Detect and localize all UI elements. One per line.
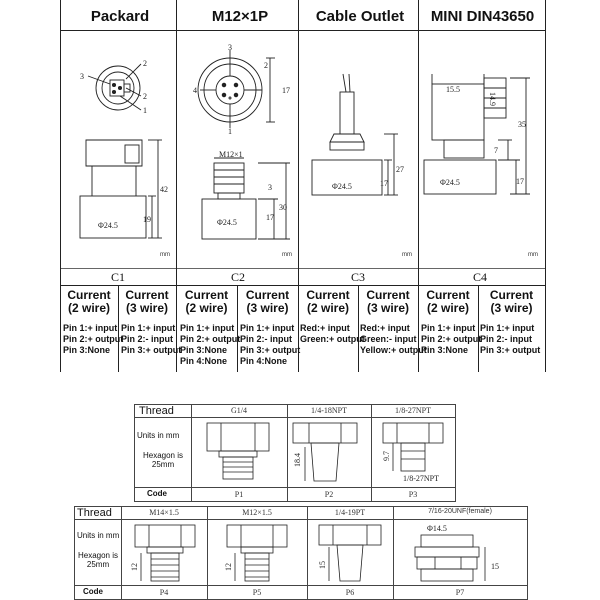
- dimension-label: 3: [268, 183, 272, 192]
- dimension-label: 17: [380, 179, 388, 188]
- dimension-label: 15.5: [446, 85, 460, 94]
- connector-code: C3: [350, 270, 365, 284]
- thread-drawings-1: [135, 405, 455, 501]
- thread-label: Thread: [139, 405, 174, 417]
- wiring-header: Current (2 wire): [184, 288, 229, 315]
- wiring-header: Current (3 wire): [125, 288, 169, 315]
- dimension-label: 12: [130, 563, 139, 571]
- thread-code: P6: [345, 588, 355, 597]
- dimension-label: Φ24.5: [98, 221, 118, 230]
- hexagon-label: Hexagon is 25mm: [77, 551, 119, 569]
- wiring-header: Current (3 wire): [489, 288, 534, 315]
- thread-size: M12×1.5: [242, 508, 272, 517]
- thread-code: P7: [455, 588, 465, 597]
- dimension-label: 17: [516, 177, 524, 186]
- thread-code: P1: [234, 490, 244, 499]
- thread-table-2: [74, 506, 528, 600]
- dimension-label: 17: [282, 86, 290, 95]
- dimension-label: 18.4: [293, 453, 302, 467]
- pin-assignment: Red:+ input Green:- input Yellow:+ output: [360, 323, 427, 355]
- connector-code: C1: [110, 270, 125, 284]
- cable-outlet-drawing: [312, 74, 398, 195]
- thread-code: P5: [252, 588, 262, 597]
- connector-name-din: MINI DIN43650: [430, 7, 535, 25]
- thread-label: Thread: [77, 507, 112, 519]
- dimension-label: 9.7: [382, 451, 391, 461]
- dimension-label: Φ24.5: [217, 218, 237, 227]
- dimension-label: 12: [224, 563, 233, 571]
- pin-assignment: Pin 1:+ input Pin 2:- input Pin 3:+ output: [480, 323, 541, 355]
- thread-size: M14×1.5: [149, 508, 179, 517]
- thread-size: 1/4-18NPT: [311, 406, 347, 415]
- dimension-label: 7: [494, 146, 498, 155]
- thread-drawings-2: [75, 507, 527, 599]
- pin-assignment: Pin 1:+ input Pin 2:+ output Pin 3:None: [421, 323, 482, 355]
- pin-label: 3: [228, 43, 232, 52]
- pin-label: 3: [80, 72, 84, 81]
- pin-assignment: Pin 1:+ input Pin 2:- input Pin 3:+ output: [121, 323, 182, 355]
- dimension-label: 42: [160, 185, 168, 194]
- unit-label: mm: [160, 252, 170, 258]
- units-label: Units in mm: [137, 431, 180, 440]
- wiring-header: Current (2 wire): [306, 288, 350, 315]
- wiring-header: Current (3 wire): [366, 288, 410, 315]
- thread-size: 1/8-27NPT: [395, 406, 431, 415]
- dimension-label: Φ24.5: [332, 182, 352, 191]
- pin-label: 4: [193, 86, 197, 95]
- dimension-label: 17: [266, 213, 274, 222]
- pin-label: 1: [228, 127, 232, 136]
- dimension-label: Φ24.5: [440, 178, 460, 187]
- unit-label: mm: [528, 252, 538, 258]
- dimension-label: Φ14.5: [427, 524, 447, 533]
- pin-assignment: Pin 1:+ input Pin 2:+ output Pin 3:None Pin 4:None: [180, 323, 241, 366]
- unit-label: mm: [402, 252, 412, 258]
- dimension-label: 14.9: [488, 92, 497, 106]
- connector-name-cable-outlet: Cable Outlet: [315, 7, 405, 25]
- dimension-label: 35: [518, 120, 526, 129]
- wiring-header: Current (2 wire): [426, 288, 470, 315]
- connector-code: C2: [230, 270, 245, 284]
- connector-code: C4: [472, 270, 487, 284]
- din-connector-drawing: [424, 74, 530, 194]
- units-label: Units in mm: [77, 531, 120, 540]
- thread-size: 1/4-19PT: [334, 508, 366, 517]
- connector-name-packard: Packard: [90, 7, 150, 25]
- thread-size: 7/16-20UNF(female): [428, 508, 492, 515]
- dimension-label: 1/8-27NPT: [403, 474, 439, 483]
- dimension-label: 30: [279, 203, 287, 212]
- pin-label: 1: [143, 106, 147, 115]
- thread-table-1: [134, 404, 456, 502]
- dimension-label: 15: [491, 562, 499, 571]
- pin-assignment: Red:+ input Green:+ output: [300, 323, 365, 344]
- code-label: Code: [83, 587, 103, 596]
- m12-side-view: [202, 158, 290, 239]
- pin-label: 2: [143, 92, 147, 101]
- code-label: Code: [147, 489, 167, 498]
- wiring-header: Current (3 wire): [245, 288, 290, 315]
- dimension-label: 19: [143, 215, 151, 224]
- pin-assignment: Pin 1:+ input Pin 2:- input Pin 3:+ output Pin 4:None: [240, 323, 301, 366]
- thread-code: P2: [324, 490, 334, 499]
- connector-name-m12: M12×1P: [211, 7, 269, 25]
- dimension-label: 27: [396, 165, 404, 174]
- unit-label: mm: [282, 252, 292, 258]
- hexagon-label: Hexagon is 25mm: [142, 451, 184, 469]
- pin-assignment: Pin 1:+ input Pin 2:+ output Pin 3:None: [63, 323, 124, 355]
- thread-code: P4: [159, 588, 169, 597]
- pin-label: 2: [264, 61, 268, 70]
- pin-label: 2: [143, 59, 147, 68]
- packard-top-view: [88, 64, 141, 110]
- wiring-header: Current (2 wire): [67, 288, 111, 315]
- thread-size: G1/4: [231, 406, 247, 415]
- dimension-label: M12×1: [219, 150, 243, 159]
- dimension-label: 15: [318, 561, 327, 569]
- thread-code: P3: [408, 490, 418, 499]
